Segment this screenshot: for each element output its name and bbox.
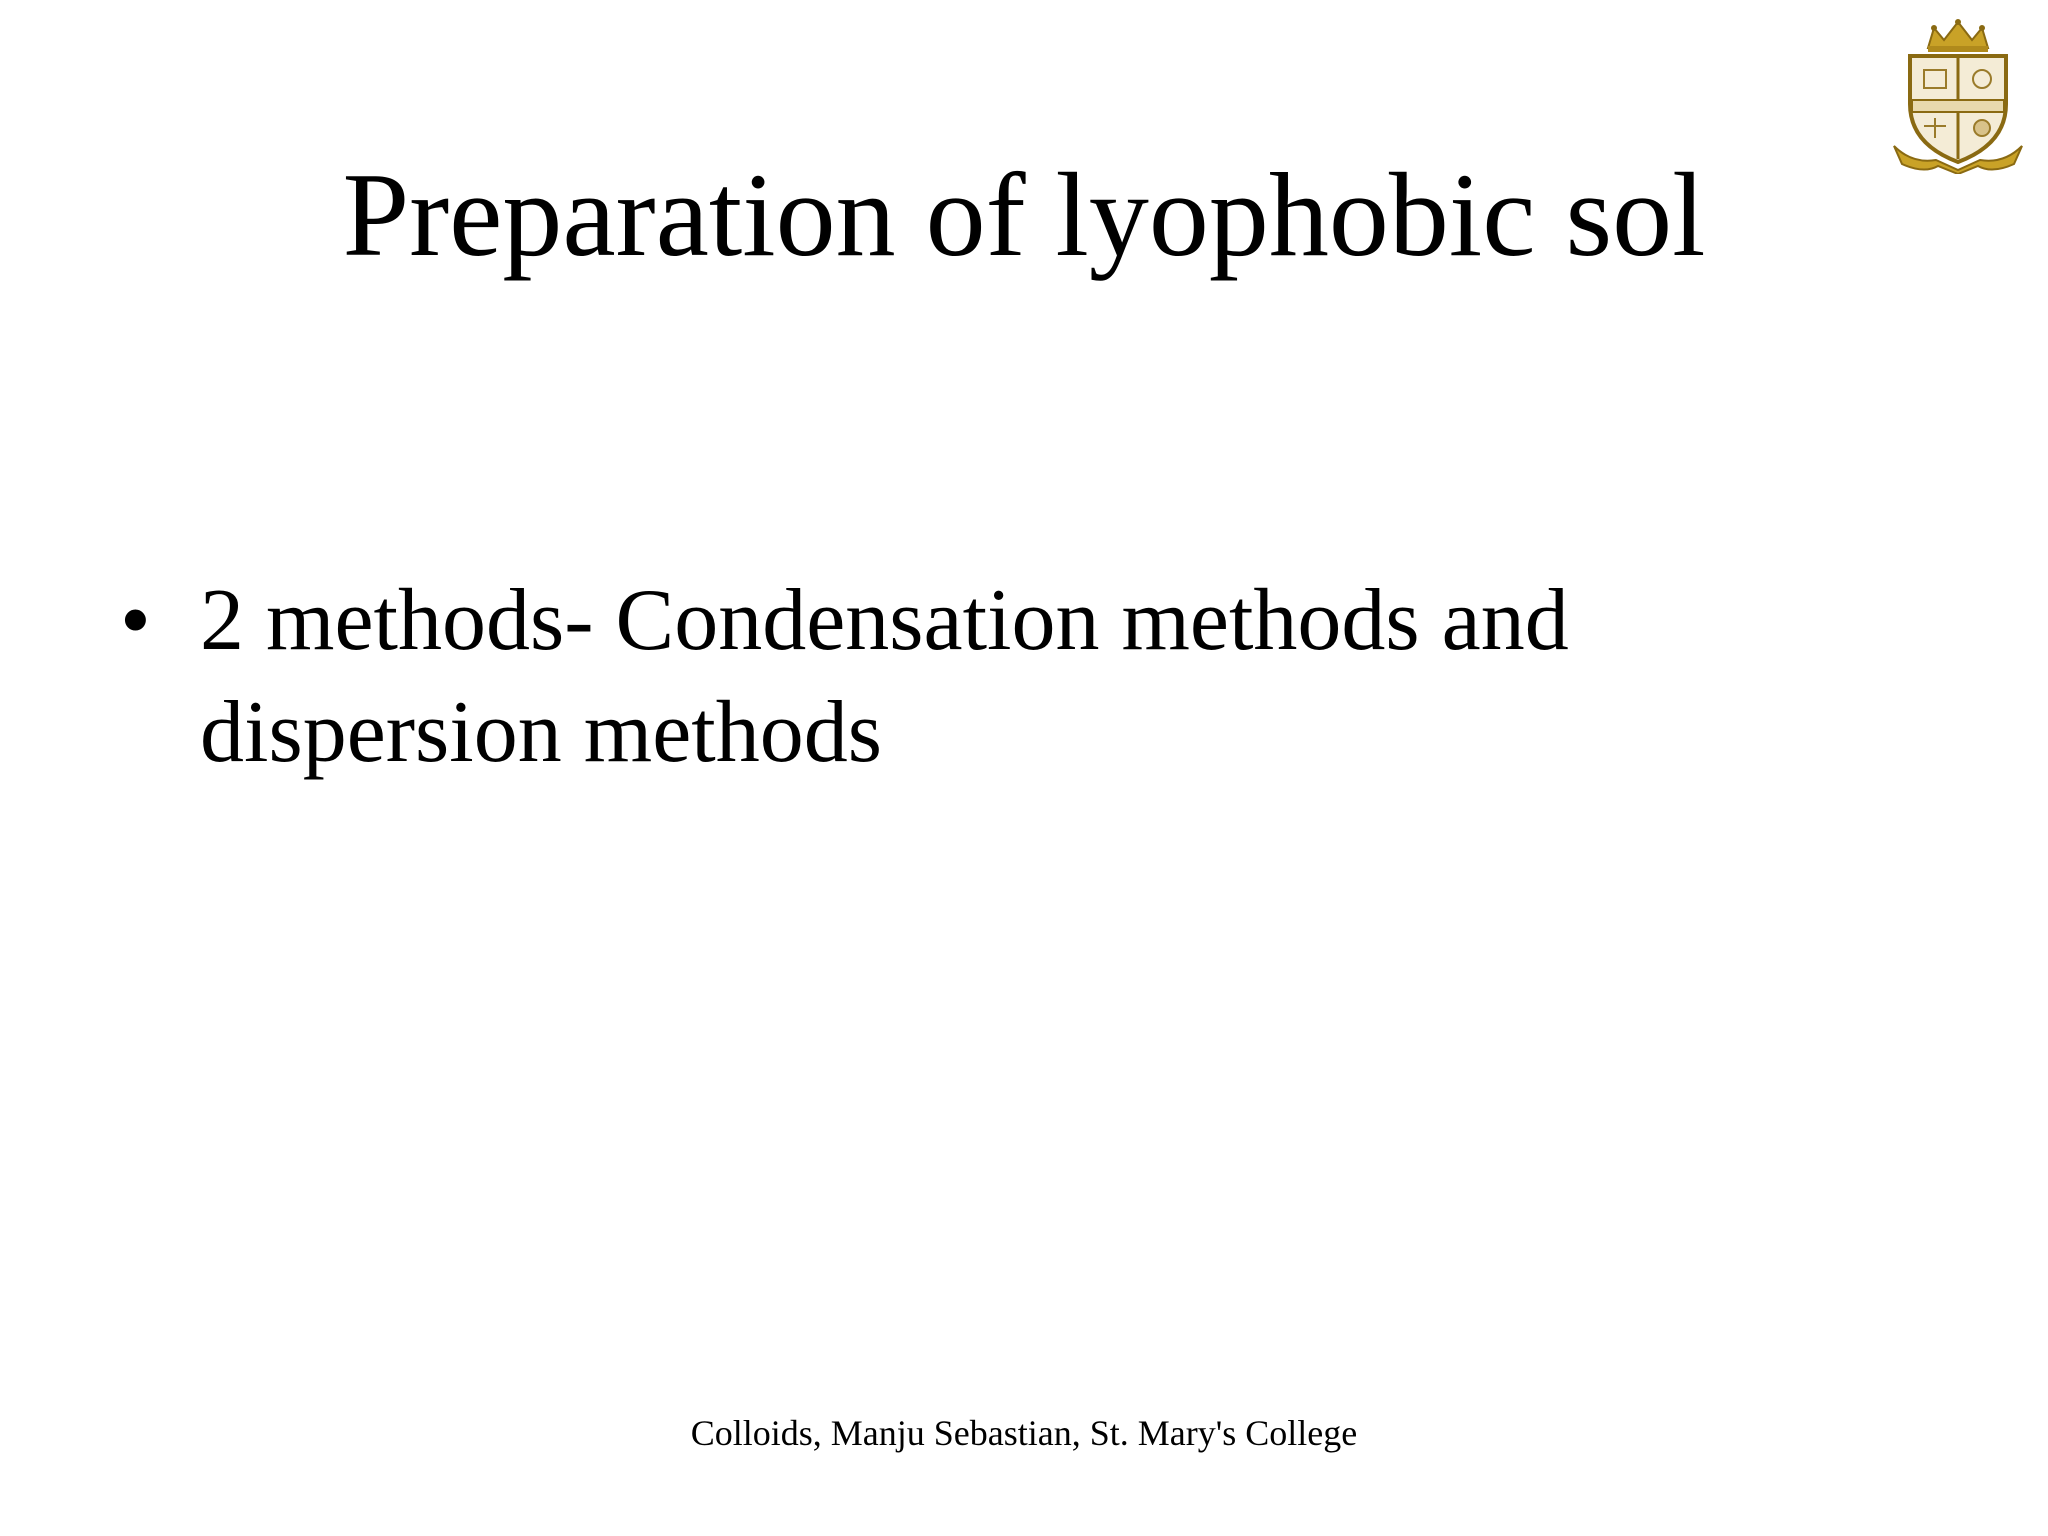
bullet-marker: •	[120, 572, 151, 669]
slide-title: Preparation of lyophobic sol	[342, 148, 1706, 281]
list-item	[120, 565, 1680, 789]
bullet-text: 2 methods- Condensation methods and dispersion methods	[200, 572, 1569, 781]
slide-footer: Colloids, Manju Sebastian, St. Mary's College	[690, 1413, 1358, 1453]
bullet-list	[120, 565, 1680, 789]
